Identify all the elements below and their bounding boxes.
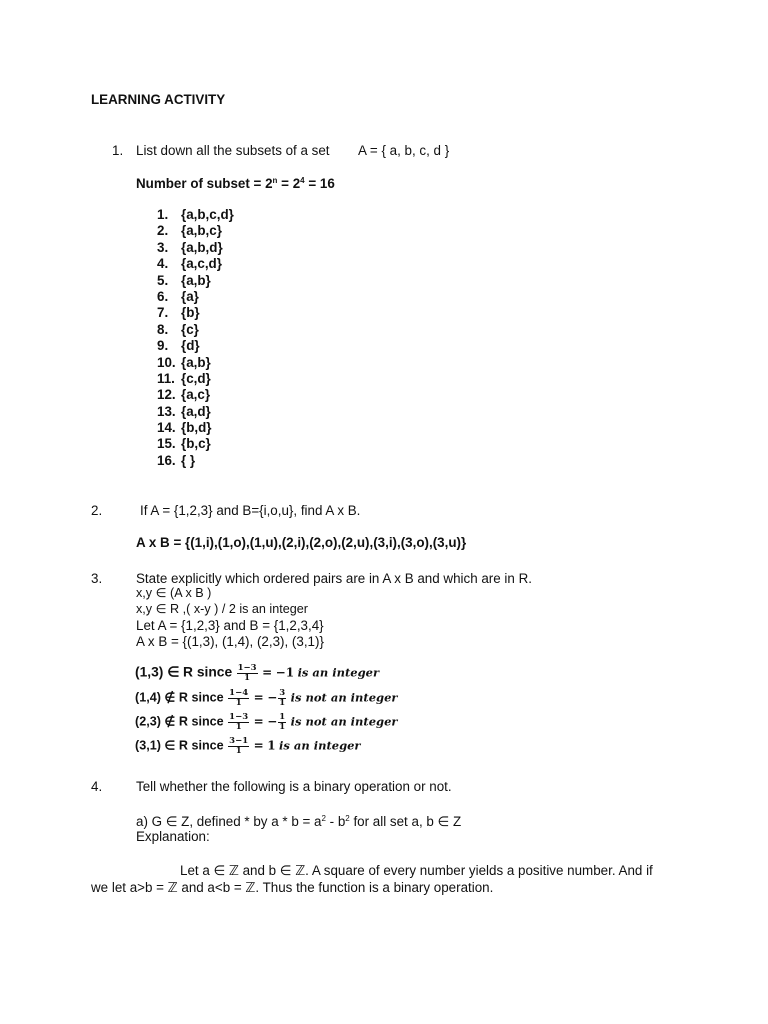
- question-2-text: If A = {1,2,3} and B={i,o,u}, find A x B.: [140, 503, 361, 518]
- explanation-label: Explanation:: [136, 829, 210, 844]
- subset-item: [157, 453, 234, 469]
- subset-item: [157, 371, 234, 387]
- question-4-text: Tell whether the following is a binary operation or not.: [136, 779, 452, 794]
- explanation-paragraph-line-2: we let a>b = ℤ and a<b = ℤ. Thus the function is a binary operation.: [91, 880, 494, 895]
- subset-item: [157, 322, 234, 338]
- subset-value: {d}: [181, 338, 200, 354]
- question-2-answer: A x B = {(1,i),(1,o),(1,u),(2,i),(2,o),(2,u),(3,i),(3,o),(3,u)}: [136, 535, 467, 550]
- subset-item: [157, 387, 234, 403]
- subset-number: 10.: [157, 354, 176, 370]
- subset-number: 14.: [157, 420, 176, 436]
- fraction: $\frac{1-3}{1}$: [237, 663, 257, 683]
- subset-number: 2.: [157, 223, 169, 239]
- subset-value: {a,c}: [181, 387, 211, 403]
- subset-count: Number of subset = $2^n = 2^4 = 16$: [136, 176, 335, 191]
- question-2-number: 2.: [91, 503, 103, 518]
- subset-item: [157, 338, 234, 354]
- subset-item: [157, 223, 234, 239]
- subset-item: [157, 240, 234, 256]
- subset-item: [157, 273, 234, 289]
- subset-number: 1.: [157, 207, 169, 222]
- explanation-paragraph-line-1: Let a ∈ ℤ and b ∈ ℤ. A square of every number yields a positive number. And if: [180, 863, 653, 878]
- subset-number: 12.: [157, 387, 176, 403]
- result-fraction: $\frac{1}{1}$: [279, 712, 286, 732]
- relation-row-1: (1,3) ∈ R since $\frac{1-3}{1}$ = −1 is an integer: [135, 663, 380, 683]
- subset-number: 4.: [157, 256, 169, 272]
- subset-value: {c,d}: [181, 370, 211, 386]
- relation-row-3: (2,3) ∉ R since $\frac{1-3}{1}$ = − $\frac{1}{1}$ is not an integer: [135, 712, 398, 732]
- subset-value: {a,b,c}: [181, 223, 222, 239]
- subset-item: [157, 256, 234, 272]
- subset-number: 11.: [157, 370, 175, 386]
- subset-value: {c}: [181, 321, 199, 337]
- question-3-line-3: Let A = {1,2,3} and B = {1,2,3,4}: [136, 618, 324, 633]
- subset-item: [157, 404, 234, 420]
- subset-list: [157, 207, 234, 469]
- subset-number: 13.: [157, 403, 176, 419]
- relation-row-4: (3,1) ∈ R since $\frac{3-1}{1}$ = 1 is an integer: [135, 736, 361, 756]
- subset-item: [157, 207, 234, 223]
- question-1-set: A = { a, b, c, d }: [358, 143, 450, 158]
- subset-number: 15.: [157, 436, 176, 452]
- subset-item: [157, 305, 234, 321]
- subset-number: 16.: [157, 452, 176, 468]
- subset-item: [157, 420, 234, 436]
- subset-value: {b,d}: [181, 420, 212, 436]
- question-3-text: State explicitly which ordered pairs are in A x B and which are in R.: [136, 571, 532, 586]
- fraction: $\frac{1-4}{1}$: [229, 688, 249, 708]
- subset-number: 7.: [157, 305, 169, 321]
- page-title: LEARNING ACTIVITY: [91, 92, 226, 107]
- fraction: $\frac{1-3}{1}$: [229, 712, 249, 732]
- subset-value: {b,c}: [181, 436, 211, 452]
- subset-value: {a,b}: [181, 354, 211, 370]
- question-4-number: 4.: [91, 779, 103, 794]
- subset-number: 6.: [157, 288, 169, 304]
- subset-value: { }: [181, 452, 196, 468]
- subset-value: {a,b,d}: [181, 239, 223, 255]
- subset-value: {a,b}: [181, 272, 211, 288]
- question-1-number: 1.: [112, 143, 124, 158]
- subset-number: 3.: [157, 239, 169, 255]
- question-3-line-2: x,y ∈ R ,( x-y ) / 2 is an integer: [136, 602, 308, 616]
- subset-number: 5.: [157, 272, 169, 288]
- relation-row-2: (1,4) ∉ R since $\frac{1-4}{1}$ = − $\frac{3}{1}$ is not an integer: [135, 688, 398, 708]
- question-1-text: List down all the subsets of a set: [136, 143, 330, 158]
- question-3-line-4: A x B = {(1,3), (1,4), (2,3), (3,1)}: [136, 634, 324, 649]
- subset-number: 9.: [157, 338, 169, 354]
- subset-value: {b}: [181, 305, 200, 321]
- subset-value: {a,d}: [181, 403, 211, 419]
- subset-item: [157, 436, 234, 452]
- subset-value: {a,c,d}: [181, 256, 222, 272]
- subset-item: [157, 355, 234, 371]
- subset-number: 8.: [157, 321, 169, 337]
- question-4-part-a: a) G ∈ Z, defined * by $a * b = a^2 - b^2$ for all set a, b ∈ Z: [136, 814, 462, 829]
- subset-value: {a,b,c,d}: [181, 207, 234, 222]
- subset-value: {a}: [181, 288, 199, 304]
- fraction: $\frac{3-1}{1}$: [229, 736, 249, 756]
- result-fraction: $\frac{3}{1}$: [279, 688, 286, 708]
- question-3-line-1: x,y ∈ (A x B ): [136, 586, 212, 600]
- question-3-number: 3.: [91, 571, 103, 586]
- subset-item: [157, 289, 234, 305]
